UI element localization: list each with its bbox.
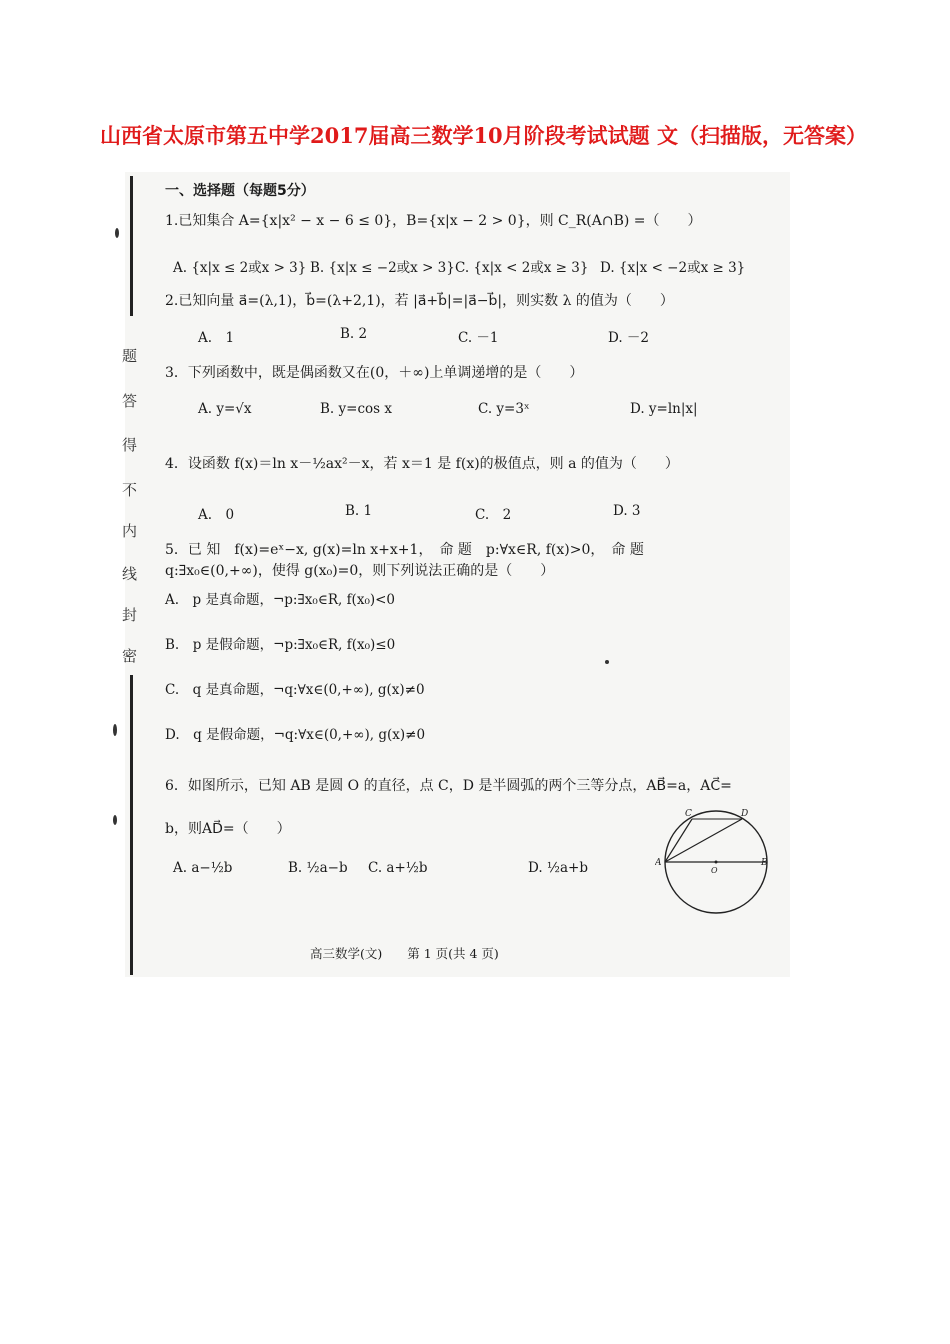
seal-char: 题 — [122, 347, 138, 365]
section-heading: 一、选择题（每题5分） — [165, 183, 315, 199]
question-3: 3．下列函数中，既是偶函数又在(0，＋∞)上单调递增的是（ ） — [165, 365, 584, 381]
q4-option-c: C. 2 — [475, 507, 512, 523]
q6-option-b: B. ½a−b — [288, 860, 348, 876]
seal-char: 封 — [122, 606, 138, 624]
q2-option-b: B. 2 — [340, 326, 368, 342]
q6-option-d: D. ½a+b — [528, 860, 589, 876]
q3-option-d: D. y=ln|x| — [630, 401, 698, 417]
label-a: A — [655, 858, 662, 868]
question-6-line-2: b，则AD⃗=（ ） — [165, 821, 291, 837]
circle-figure — [655, 805, 775, 915]
q5-option-b: B. p 是假命题，¬p:∃x₀∈R, f(x₀)≤0 — [165, 637, 396, 653]
question-2: 2.已知向量 a⃗=(λ,1)，b⃗=(λ+2,1)，若 |a⃗+b⃗|=|a⃗−b⃗|，则实数 λ 的值为（ ） — [165, 293, 674, 309]
q4-option-a: A. 0 — [198, 507, 235, 523]
q5-option-c: C. q 是真命题，¬q:∀x∈(0,+∞), g(x)≠0 — [165, 682, 425, 698]
binding-line-bottom — [130, 675, 133, 975]
q2-option-d: D. －2 — [608, 330, 650, 346]
q3-option-c: C. y=3ˣ — [478, 401, 530, 417]
binding-line-top — [130, 176, 133, 316]
q3-option-b: B. y=cos x — [320, 401, 392, 417]
page-footer: 高三数学(文) 第 1 页(共 4 页) — [310, 946, 499, 961]
seal-char: 得 — [122, 436, 138, 454]
q5-option-a: A. p 是真命题，¬p:∃x₀∈R, f(x₀)<0 — [165, 592, 396, 608]
label-o: O — [711, 866, 718, 875]
label-c: C — [685, 809, 692, 819]
q6-option-a: A. a−½b — [173, 860, 233, 876]
question-4: 4．设函数 f(x)＝ln x－½ax²－x，若 x＝1 是 f(x)的极值点，则 a 的值为（ ） — [165, 456, 679, 472]
seal-char: 答 — [122, 392, 138, 410]
q4-option-d: D. 3 — [613, 503, 641, 519]
question-5-line-1: 5．已 知 f(x)=eˣ−x, g(x)=ln x+x+1， 命 题 p:∀x∈R, f(x)>0， 命 题 — [165, 542, 644, 558]
seal-char: 密 — [122, 647, 138, 665]
q5-option-d: D. q 是假命题，¬q:∀x∈(0,+∞), g(x)≠0 — [165, 727, 426, 743]
question-6-line-1: 6．如图所示，已知 AB 是圆 O 的直径，点 C，D 是半圆弧的两个三等分点，AB⃗=a，AC⃗= — [165, 778, 732, 794]
q1-option-d: D. {x|x < −2或x ≥ 3} — [600, 260, 746, 276]
seal-char: 内 — [122, 522, 138, 540]
question-5-line-2: q:∃x₀∈(0,+∞)，使得 g(x₀)=0，则下列说法正确的是（ ） — [165, 563, 555, 579]
q1-option-c: C. {x|x < 2或x ≥ 3} — [455, 260, 589, 276]
q2-option-a: A. 1 — [198, 330, 235, 346]
q3-option-a: A. y=√x — [198, 401, 252, 417]
q6-option-c: C. a+½b — [368, 860, 428, 876]
seal-char: 不 — [122, 481, 138, 499]
q1-option-a: A. {x|x ≤ 2或x > 3} — [173, 260, 307, 276]
document-title: 山西省太原市第五中学2017届高三数学10月阶段考试试题 文（扫描版，无答案） — [100, 123, 867, 148]
q4-option-b: B. 1 — [345, 503, 373, 519]
seal-char: 线 — [122, 565, 138, 583]
q1-option-b: B. {x|x ≤ −2或x > 3} — [310, 260, 455, 276]
q2-option-c: C. －1 — [458, 330, 499, 346]
label-d: D — [741, 809, 749, 819]
question-1: 1.已知集合 A={x|x² − x − 6 ≤ 0}，B={x|x − 2 > 0}，则 C_R(A∩B) =（ ） — [165, 213, 702, 229]
label-b: B — [761, 858, 768, 868]
